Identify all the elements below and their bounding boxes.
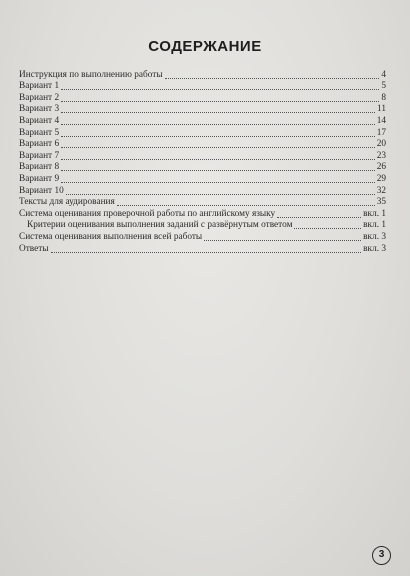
page-number-badge: 3 [372,546,391,565]
toc-entry-label: Тексты для аудирования [19,197,115,208]
toc-entry-label: Критерии оценивания выполнения заданий с развёрнутым ответом [27,220,293,231]
toc-leader-dots [61,112,375,113]
toc-entry-page: 32 [376,185,386,196]
toc-leader-dots [165,78,380,79]
toc-entry [19,162,386,174]
toc-entry-label: Вариант 7 [19,150,60,161]
toc-leader-dots [61,159,375,160]
toc-entry-page: 35 [376,197,386,208]
toc-leader-dots [294,228,361,229]
toc-entry-page: 5 [381,81,386,92]
toc-entry [19,127,386,139]
toc-entry-label: Вариант 10 [19,185,64,196]
toc-leader-dots [117,205,375,206]
toc-entry [19,150,386,162]
toc-entry [19,185,386,197]
toc-entry-page: 29 [376,173,386,184]
toc-entry-page: 17 [376,127,386,138]
toc-entry [19,220,386,232]
toc-entry-page: 26 [376,162,386,173]
toc-entry-label: Система оценивания выполнения всей работы [19,231,203,242]
toc-leader-dots [61,101,379,102]
toc-entry-label: Вариант 1 [19,81,60,92]
toc-entry [19,92,386,104]
toc-entry-page: 23 [376,150,386,161]
toc-entry-label: Вариант 3 [19,104,60,115]
toc-leader-dots [66,194,375,195]
toc-entry-label: Ответы [19,243,49,254]
toc-leader-dots [277,217,361,218]
toc-entry [19,69,386,81]
toc-leader-dots [61,147,375,148]
toc-entry [19,197,386,209]
toc-entry-label: Вариант 5 [19,127,60,138]
toc-entry [19,243,386,255]
toc-entry [19,139,386,151]
toc-entry-page: 20 [376,139,386,150]
toc-entry [19,208,386,220]
toc-entry-label: Вариант 2 [19,92,60,103]
toc-leader-dots [61,89,379,90]
toc-entry-label: Вариант 8 [19,162,60,173]
toc-entry [19,173,386,185]
toc-leader-dots [61,170,375,171]
toc-entry-page: вкл. 3 [363,231,386,242]
toc-entry-page: 8 [381,92,386,103]
toc-leader-dots [61,124,375,125]
toc-entry-label: Вариант 6 [19,139,60,150]
toc-entry [19,104,386,116]
toc-entry-label: Инструкция по выполнению работы [19,69,163,80]
toc-entry-label: Вариант 4 [19,115,60,126]
toc-entry-label: Вариант 9 [19,173,60,184]
toc-entry [19,231,386,243]
toc-leader-dots [61,136,375,137]
toc-leader-dots [61,182,375,183]
toc-entry-page: вкл. 1 [363,208,386,219]
toc-entry-page: 4 [381,69,386,80]
toc-leader-dots [204,240,361,241]
toc-entry [19,81,386,93]
toc-entry-page: 11 [377,104,386,115]
toc-entry-page: 14 [376,115,386,126]
toc-entry-page: вкл. 3 [363,243,386,254]
toc-entry [19,115,386,127]
toc-entry-label: Система оценивания проверочной работы по английскому языку [19,208,276,219]
table-of-contents [19,69,386,255]
toc-leader-dots [51,252,362,253]
page-title: СОДЕРЖАНИЕ [148,38,262,55]
toc-entry-page: вкл. 1 [363,220,386,231]
